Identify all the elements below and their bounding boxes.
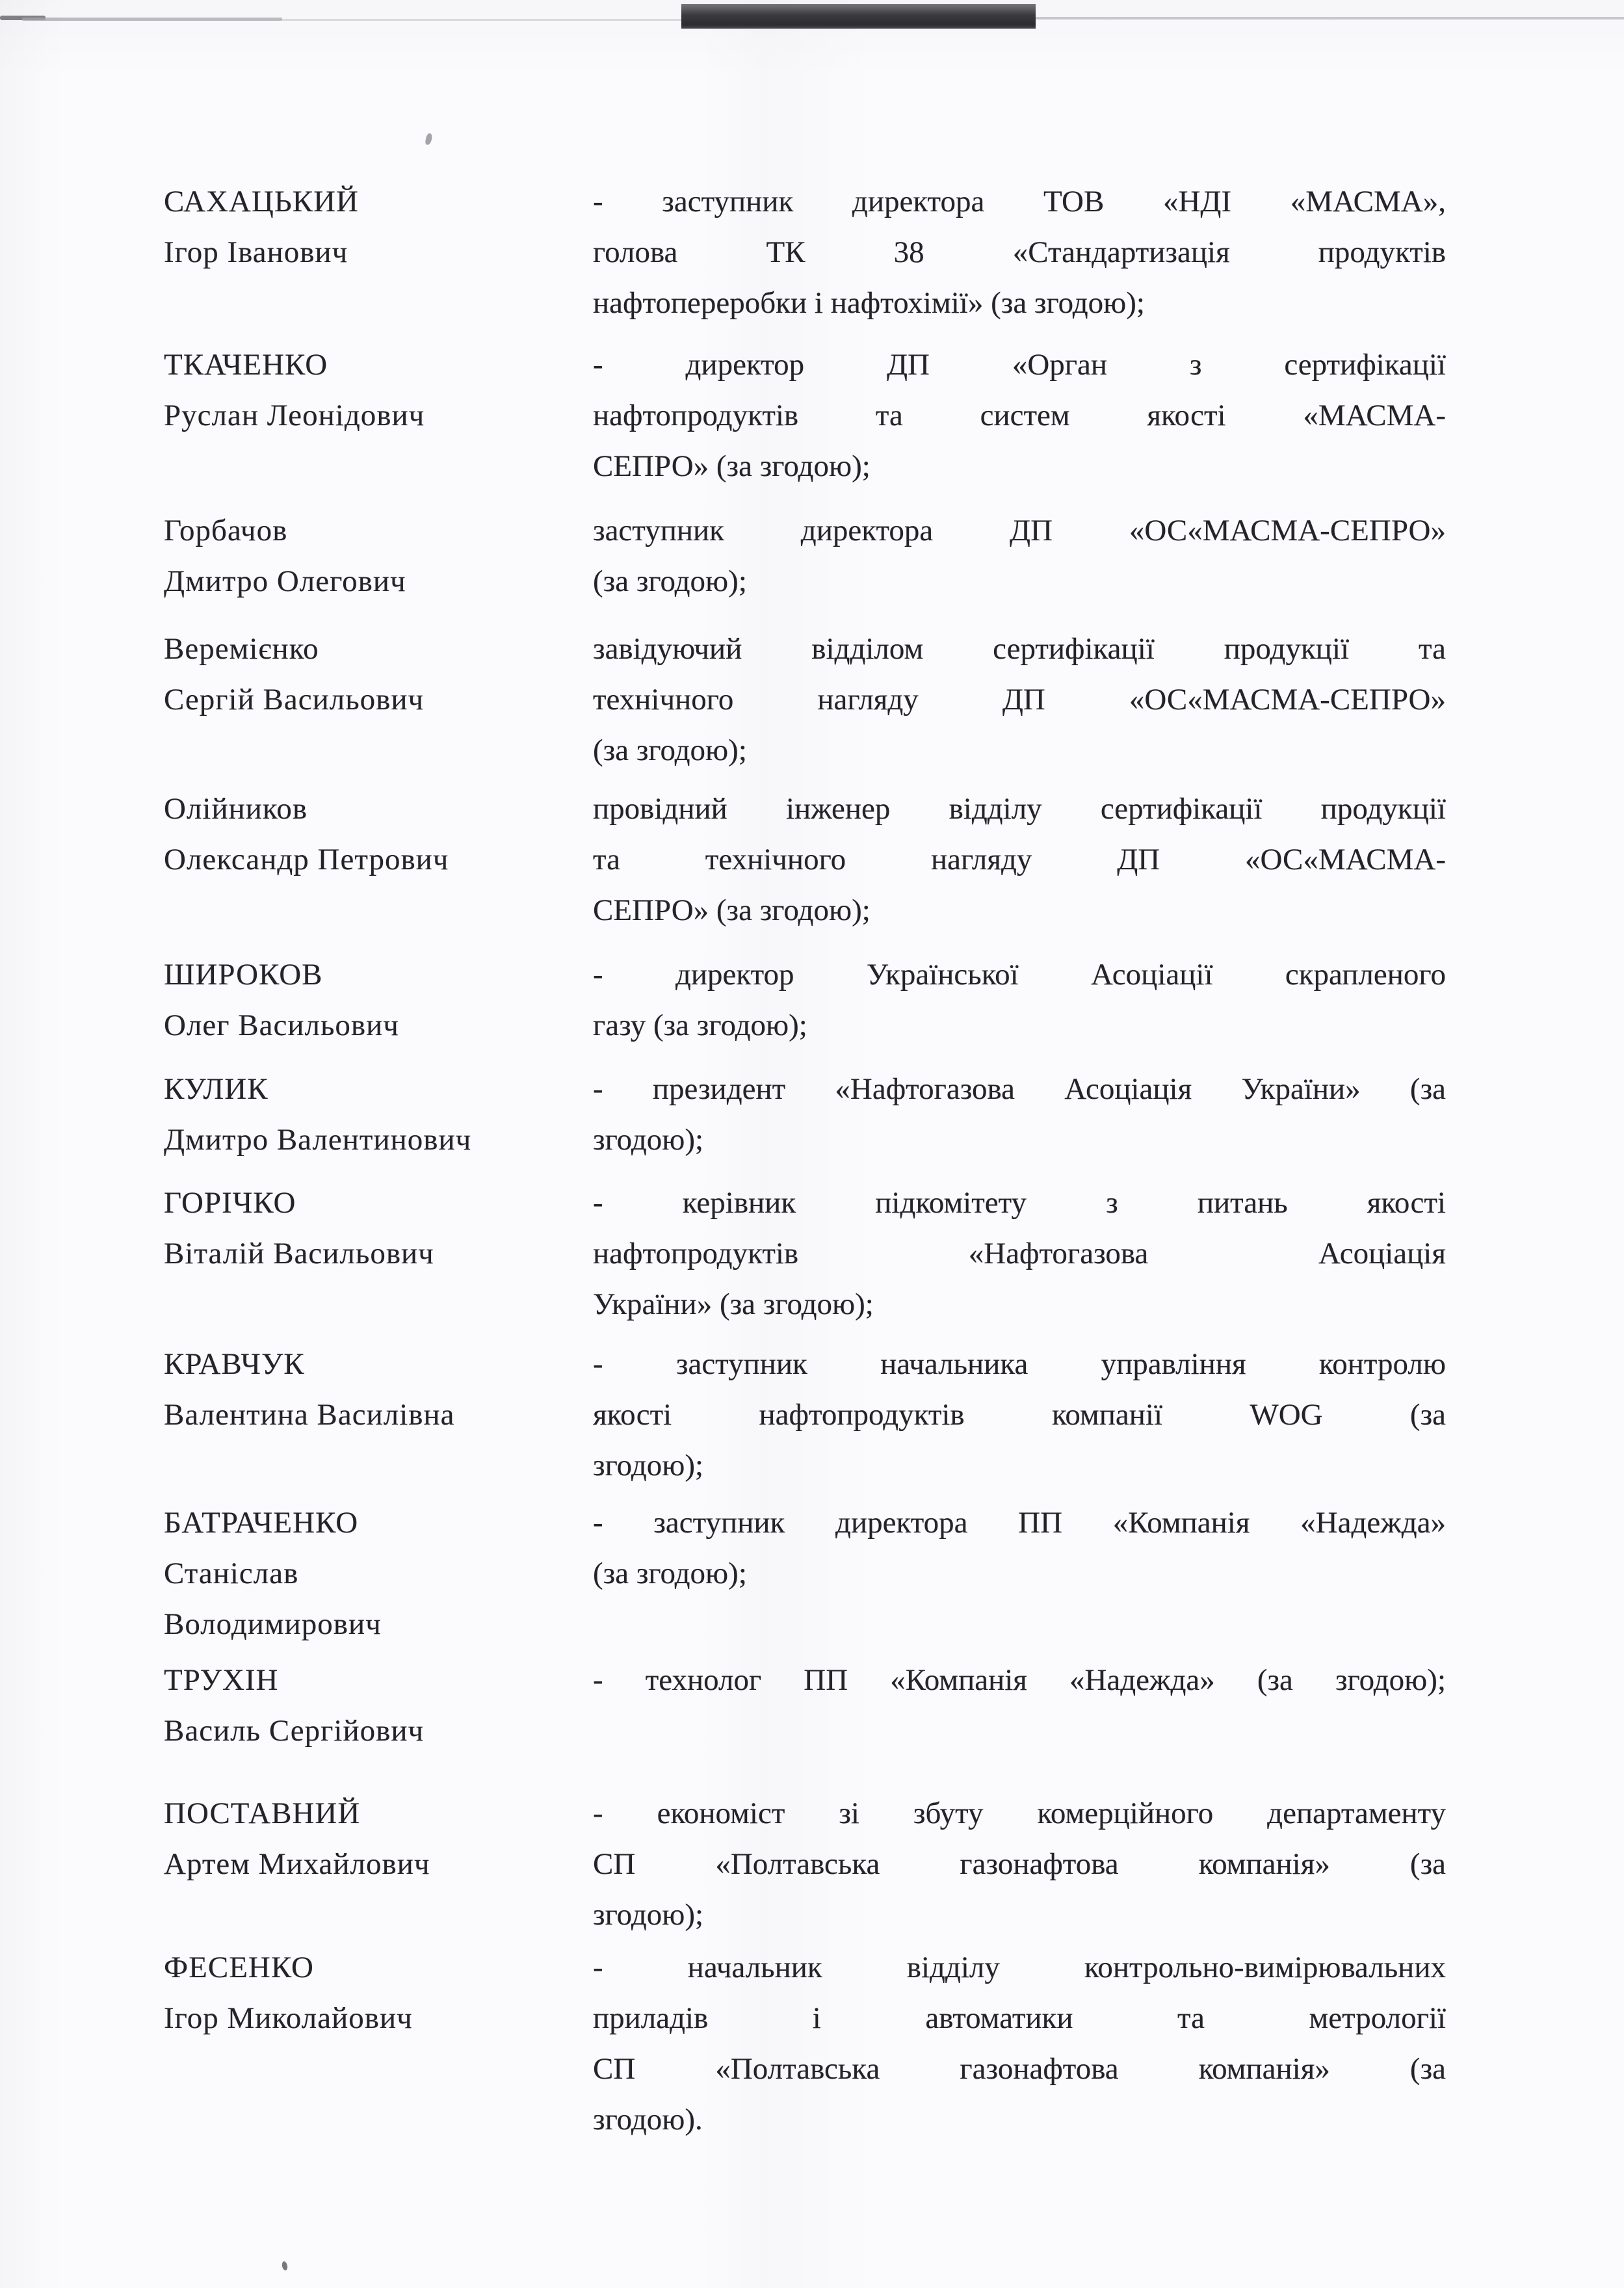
- member-given-name: Олег Васильович: [164, 1008, 399, 1042]
- role-line: заступник директора ДП «ОС«МАСМА-СЕПРО»: [593, 514, 1446, 547]
- role-line: завідуючий відділом сертифікації продукції та: [593, 632, 1446, 666]
- role-line: - технолог ПП «Компанія «Надежда» (за згодою);: [593, 1663, 1446, 1697]
- member-role: [593, 505, 1446, 607]
- member-given-name: Станіслав: [164, 1557, 299, 1590]
- member-role: [593, 176, 1446, 328]
- role-line: згодою);: [593, 1123, 704, 1157]
- member-name: [164, 176, 573, 278]
- scan-artifact-line-left: [22, 18, 282, 21]
- role-line: (за згодою);: [593, 1557, 747, 1590]
- role-line: - керівник підкомітету з питань якості: [593, 1186, 1446, 1220]
- role-line: - заступник начальника управління контролю: [593, 1347, 1446, 1381]
- member-name: [164, 1497, 573, 1650]
- member-given-name: Володимирович: [164, 1607, 382, 1641]
- role-line: голова ТК 38 «Стандартизація продуктів: [593, 235, 1446, 269]
- member-given-name: Артем Михайлович: [164, 1847, 430, 1881]
- role-line: та технічного нагляду ДП «ОС«МАСМА-: [593, 843, 1446, 876]
- member-surname: Веремієнко: [164, 632, 319, 666]
- role-line: - заступник директора ТОВ «НДІ «МАСМА»,: [593, 185, 1446, 218]
- member-given-name: Віталій Васильович: [164, 1237, 434, 1270]
- member-role: [593, 1339, 1446, 1491]
- member-given-name: Олександр Петрович: [164, 843, 449, 876]
- role-line: - директор ДП «Орган з сертифікації: [593, 348, 1446, 382]
- role-line: згодою);: [593, 1449, 704, 1482]
- member-role: [593, 339, 1446, 492]
- member-given-name: Валентина Василівна: [164, 1398, 455, 1432]
- role-line: якості нафтопродуктів компанії WOG (за: [593, 1398, 1446, 1432]
- member-name: [164, 1339, 573, 1440]
- scan-artifact-line-right: [1036, 17, 1624, 20]
- member-name: [164, 949, 573, 1051]
- role-line: - заступник директора ПП «Компанія «Надежда»: [593, 1506, 1446, 1540]
- member-role: [593, 1942, 1446, 2145]
- role-line: згодою);: [593, 1898, 704, 1932]
- scan-speck-bottom: [282, 2261, 289, 2270]
- member-surname: ШИРОКОВ: [164, 958, 323, 992]
- member-name: [164, 1064, 573, 1165]
- member-role: [593, 1788, 1446, 1940]
- member-name: [164, 1655, 573, 1756]
- member-surname: САХАЦЬКИЙ: [164, 185, 359, 218]
- role-line: - начальник відділу контрольно-вимірювальних: [593, 1951, 1446, 1984]
- member-surname: ТКАЧЕНКО: [164, 348, 328, 382]
- role-line: - президент «Нафтогазова Асоціація України» (за: [593, 1072, 1446, 1106]
- role-line: СЕПРО» (за згодою);: [593, 893, 871, 927]
- member-name: [164, 339, 573, 441]
- role-line: нафтопродуктів «Нафтогазова Асоціація: [593, 1237, 1446, 1270]
- member-given-name: Руслан Леонідович: [164, 399, 425, 432]
- scan-artifact-line-middle: [282, 19, 681, 21]
- member-role: [593, 1655, 1446, 1705]
- member-name: [164, 1177, 573, 1279]
- member-given-name: Сергій Васильович: [164, 683, 425, 717]
- role-line: СП «Полтавська газонафтова компанія» (за: [593, 1847, 1446, 1881]
- role-line: газу (за згодою);: [593, 1008, 807, 1042]
- member-name: [164, 1942, 573, 2044]
- role-line: - економіст зі збуту комерційного департаменту: [593, 1796, 1446, 1830]
- member-name: [164, 783, 573, 885]
- member-given-name: Ігор Миколайович: [164, 2001, 413, 2035]
- member-given-name: Дмитро Валентинович: [164, 1123, 472, 1157]
- member-name: [164, 624, 573, 725]
- scan-speck-top: [425, 133, 433, 145]
- member-given-name: Василь Сергійович: [164, 1714, 425, 1748]
- member-role: [593, 949, 1446, 1051]
- member-given-name: Дмитро Олегович: [164, 564, 406, 598]
- role-line: СП «Полтавська газонафтова компанія» (за: [593, 2052, 1446, 2086]
- role-line: технічного нагляду ДП «ОС«МАСМА-СЕПРО»: [593, 683, 1446, 717]
- member-name: [164, 505, 573, 607]
- role-line: приладів і автоматики та метрології: [593, 2001, 1446, 2035]
- member-role: [593, 624, 1446, 776]
- role-line: нафтопереробки і нафтохімії» (за згодою);: [593, 286, 1145, 320]
- role-line: нафтопродуктів та систем якості «МАСМА-: [593, 399, 1446, 432]
- member-surname: КУЛИК: [164, 1072, 268, 1106]
- role-line: України» (за згодою);: [593, 1287, 874, 1321]
- member-given-name: Ігор Іванович: [164, 235, 348, 269]
- role-line: СЕПРО» (за згодою);: [593, 449, 871, 483]
- member-surname: БАТРАЧЕНКО: [164, 1506, 359, 1540]
- member-surname: КРАВЧУК: [164, 1347, 305, 1381]
- role-line: (за згодою);: [593, 564, 747, 598]
- member-surname: Горбачов: [164, 514, 288, 547]
- role-line: - директор Української Асоціації скрапленого: [593, 958, 1446, 992]
- role-line: (за згодою);: [593, 733, 747, 767]
- member-surname: ФЕСЕНКО: [164, 1951, 314, 1984]
- role-line: згодою).: [593, 2103, 703, 2137]
- member-surname: ТРУХІН: [164, 1663, 279, 1697]
- member-role: [593, 1064, 1446, 1165]
- member-name: [164, 1788, 573, 1889]
- member-role: [593, 1177, 1446, 1330]
- member-role: [593, 1497, 1446, 1599]
- role-line: провідний інженер відділу сертифікації продукції: [593, 792, 1446, 826]
- member-surname: Олійников: [164, 792, 308, 826]
- member-surname: ПОСТАВНИЙ: [164, 1796, 361, 1830]
- scan-artifact-dark-bar: [681, 4, 1036, 29]
- member-surname: ГОРІЧКО: [164, 1186, 296, 1220]
- member-role: [593, 783, 1446, 936]
